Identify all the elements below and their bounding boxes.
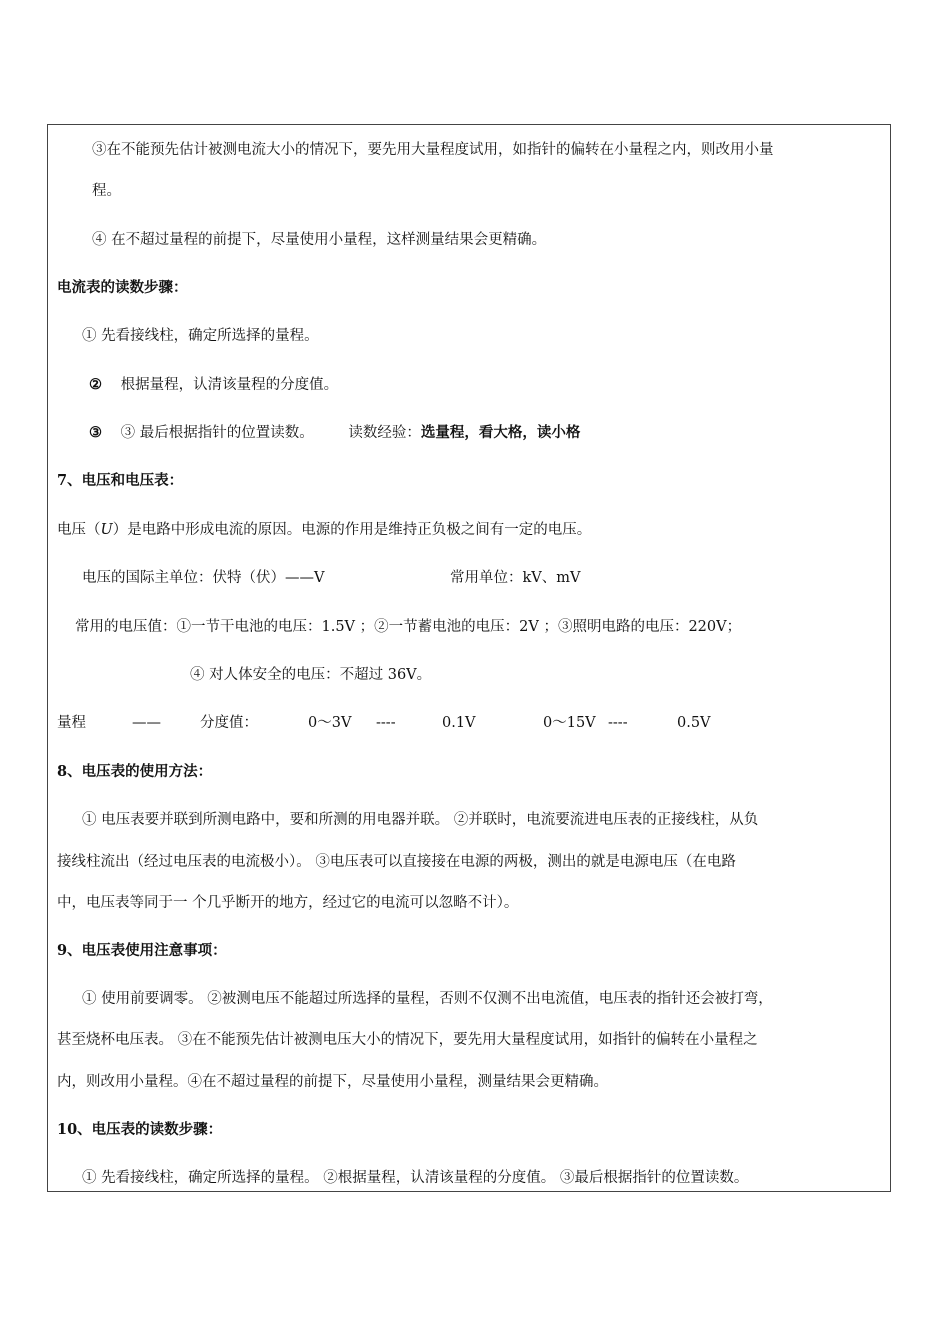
paragraph-line: 甚至烧杯电压表。 ③在不能预先估计被测电压大小的情况下，要先用大量程度试用，如指针的偏转在小量程之 bbox=[57, 1032, 758, 1048]
unit-common: 常用单位：kV、mV bbox=[450, 570, 581, 586]
safe-voltage: ④ 对人体安全的电压：不超过 36V。 bbox=[190, 667, 432, 683]
division-value: 0.5V bbox=[677, 715, 711, 731]
section-heading: 7、电压和电压表： bbox=[57, 472, 184, 489]
common-values: 常用的电压值：①一节干电池的电压：1.5V ；②一节蓄电池的电压：2V ；③照明电路的电压：220V； bbox=[75, 619, 742, 635]
step-number: ③ bbox=[89, 424, 102, 441]
paragraph-line: 中，电压表等同于一 个几乎断开的地方，经过它的电流可以忽略不计）。 bbox=[57, 895, 519, 911]
tip-label: 读数经验： bbox=[348, 425, 421, 441]
tip-text: 选量程，看大格，读小格 bbox=[420, 424, 581, 441]
section-heading: 8、电压表的使用方法： bbox=[57, 763, 213, 780]
section-heading: 电流表的读数步骤： bbox=[57, 279, 188, 296]
step-item: ① 先看接线柱，确定所选择的量程。 bbox=[82, 328, 319, 344]
voltage-definition bbox=[57, 520, 591, 540]
paragraph-line: ① 使用前要调零。 ②被测电压不能超过所选择的量程，否则不仅测不出电流值，电压表的指针还会被打弯， bbox=[82, 991, 773, 1007]
range-dash: ---- bbox=[608, 715, 628, 731]
paragraph-line: ④ 在不超过量程的前提下，尽量使用小量程，这样测量结果会更精确。 bbox=[92, 232, 547, 248]
paragraph-line: ① 电压表要并联到所测电路中，要和所测的用电器并联。 ②并联时，电流要流进电压表的正接线柱，从负 bbox=[82, 812, 759, 828]
paragraph-line: 内，则改用小量程。④在不超过量程的前提下，尽量使用小量程，测量结果会更精确。 bbox=[57, 1074, 608, 1090]
section-heading: 10、电压表的读数步骤： bbox=[57, 1121, 223, 1138]
voltage-symbol: U bbox=[100, 522, 113, 538]
def-text: 电压（ bbox=[57, 522, 101, 538]
step-number: ② bbox=[89, 376, 102, 393]
division-value: 0.1V bbox=[442, 715, 476, 731]
paragraph-line: 接线柱流出（经过电压表的电流极小）。 ③电压表可以直接接在电源的两极，测出的就是电源电压（在电路 bbox=[57, 854, 736, 870]
paragraph-line: ① 先看接线柱，确定所选择的量程。 ②根据量程，认清该量程的分度值。 ③最后根据指针的位置读数。 bbox=[82, 1170, 749, 1186]
step-text: 根据量程，认清该量程的分度值。 bbox=[120, 377, 339, 393]
range-label: 量程 bbox=[57, 715, 86, 731]
range-dash: —— bbox=[132, 715, 161, 731]
step-item bbox=[89, 423, 580, 443]
step-text: ③ 最后根据指针的位置读数。 bbox=[120, 425, 314, 441]
division-label: 分度值： bbox=[200, 715, 258, 731]
range-value: 0～3V bbox=[308, 715, 352, 731]
paragraph-line: 程。 bbox=[92, 183, 121, 199]
range-value: 0～15V bbox=[543, 715, 596, 731]
section-heading: 9、电压表使用注意事项： bbox=[57, 942, 227, 959]
def-text: ）是电路中形成电流的原因。电源的作用是维持正负极之间有一定的电压。 bbox=[112, 522, 592, 538]
paragraph-line: ③在不能预先估计被测电流大小的情况下，要先用大量程度试用，如指针的偏转在小量程之内，则改用小量 bbox=[92, 142, 774, 158]
range-dash: ---- bbox=[376, 715, 396, 731]
step-item bbox=[89, 375, 338, 395]
unit-intl: 电压的国际主单位：伏特（伏）——V bbox=[82, 570, 325, 586]
